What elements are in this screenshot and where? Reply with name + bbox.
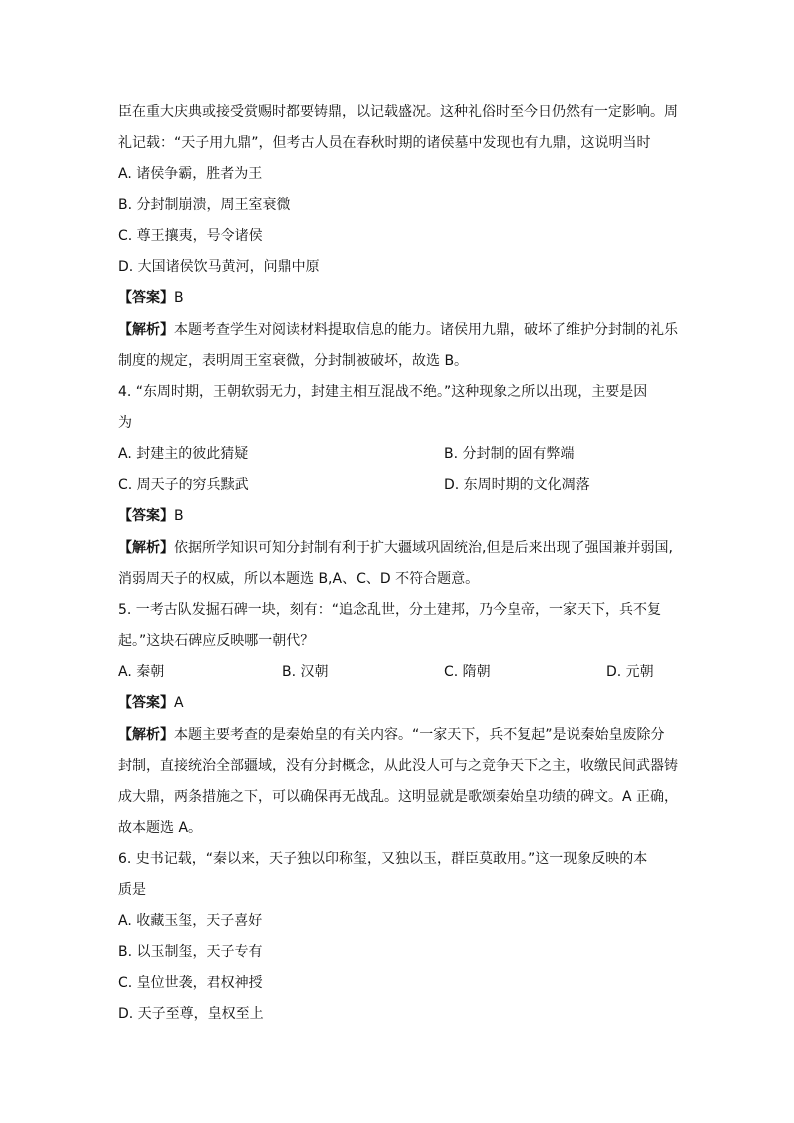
q4-stem-line2: 为 [118, 415, 132, 431]
q5-option-a: A. 秦朝 [118, 664, 165, 680]
q3-analysis-line2: 制度的规定，表明周王室衰微，分封制被破坏，故选 B。 [118, 353, 469, 369]
q4-option-a: A. 封建主的彼此猜疑 [118, 446, 249, 462]
answer-label: 【答案】 [118, 508, 174, 524]
q3-option-c: C. 尊王攘夷，号令诸侯 [118, 228, 263, 244]
q5-analysis-line4: 故本题选 A。 [118, 820, 203, 836]
q5-analysis-line3: 成大鼎，两条措施之下，可以确保再无战乱。这明显就是歌颂秦始皇功绩的碑文。A 正确， [118, 789, 679, 805]
q5-option-d: D. 元朝 [606, 664, 654, 680]
q3-option-d: D. 大国诸侯饮马黄河，问鼎中原 [118, 259, 320, 275]
analysis-label: 【解析】 [118, 322, 174, 338]
q5-analysis-line2: 封制，直接统治全部疆域，没有分封概念，从此没人可与之竞争天下之主，收缴民间武器铸 [118, 758, 678, 774]
q4-option-c: C. 周天子的穷兵黩武 [118, 477, 249, 493]
answer-label: 【答案】 [118, 695, 174, 711]
q4-answer [118, 506, 678, 526]
analysis-text: 本题考查学生对阅读材料提取信息的能力。诸侯用九鼎，破坏了维护分封制的礼乐 [174, 322, 678, 338]
analysis-label: 【解析】 [118, 727, 174, 743]
q4-option-d: D. 东周时期的文化凋落 [444, 477, 590, 493]
q3-option-b: B. 分封制崩溃，周王室衰微 [118, 197, 291, 213]
q4-stem-line1: 4. “东周时期，王朝软弱无力，封建主相互混战不绝。”这种现象之所以出现，主要是因 [118, 384, 648, 400]
q6-option-b: B. 以玉制玺，天子专有 [118, 944, 263, 960]
answer-value: A [174, 695, 184, 711]
q6-stem-line1: 6. 史书记载，“秦以来，天子独以印称玺，又独以玉，群臣莫敢用。”这一现象反映的本 [118, 851, 648, 867]
q6-option-c: C. 皇位世袭，君权神授 [118, 975, 263, 991]
answer-label: 【答案】 [118, 290, 174, 306]
q3-option-a: A. 诸侯争霸，胜者为王 [118, 166, 263, 182]
q3-stem-line2: 礼记载：“天子用九鼎”，但考古人员在春秋时期的诸侯墓中发现也有九鼎，这说明当时 [118, 135, 651, 151]
q6-stem-line2: 质是 [118, 882, 146, 898]
q3-answer [118, 288, 678, 308]
q5-stem-line1: 5. 一考古队发掘石碑一块，刻有：“追念乱世，分土建邦，乃今皇帝，一家天下，兵不复 [118, 602, 662, 618]
q6-option-d: D. 天子至尊，皇权至上 [118, 1006, 264, 1022]
q3-stem-line1: 臣在重大庆典或接受赏赐时都要铸鼎，以记载盛况。这种礼俗时至今日仍然有一定影响。周 [118, 104, 678, 120]
analysis-text: 依据所学知识可知分封制有利于扩大疆域巩固统治,但是后来出现了强国兼并弱国, [174, 540, 673, 556]
analysis-text: 本题主要考查的是秦始皇的有关内容。“一家天下，兵不复起”是说秦始皇废除分 [174, 727, 665, 743]
answer-value: B [174, 508, 184, 524]
q4-analysis-line2: 消弱周天子的权威，所以本题选 B,A、C、D 不符合题意。 [118, 571, 480, 587]
q5-analysis-line1 [118, 725, 678, 745]
q6-option-a: A. 收藏玉玺，天子喜好 [118, 913, 263, 929]
q5-stem-line2: 起。”这块石碑应反映哪一朝代？ [118, 633, 315, 649]
answer-value: B [174, 290, 184, 306]
q3-analysis-line1 [118, 320, 678, 340]
q4-option-b: B. 分封制的固有弊端 [444, 446, 575, 462]
q5-answer [118, 693, 678, 713]
q5-option-c: C. 隋朝 [444, 664, 491, 680]
analysis-label: 【解析】 [118, 540, 174, 556]
q5-option-b: B. 汉朝 [282, 664, 329, 680]
q4-analysis-line1 [118, 538, 678, 558]
